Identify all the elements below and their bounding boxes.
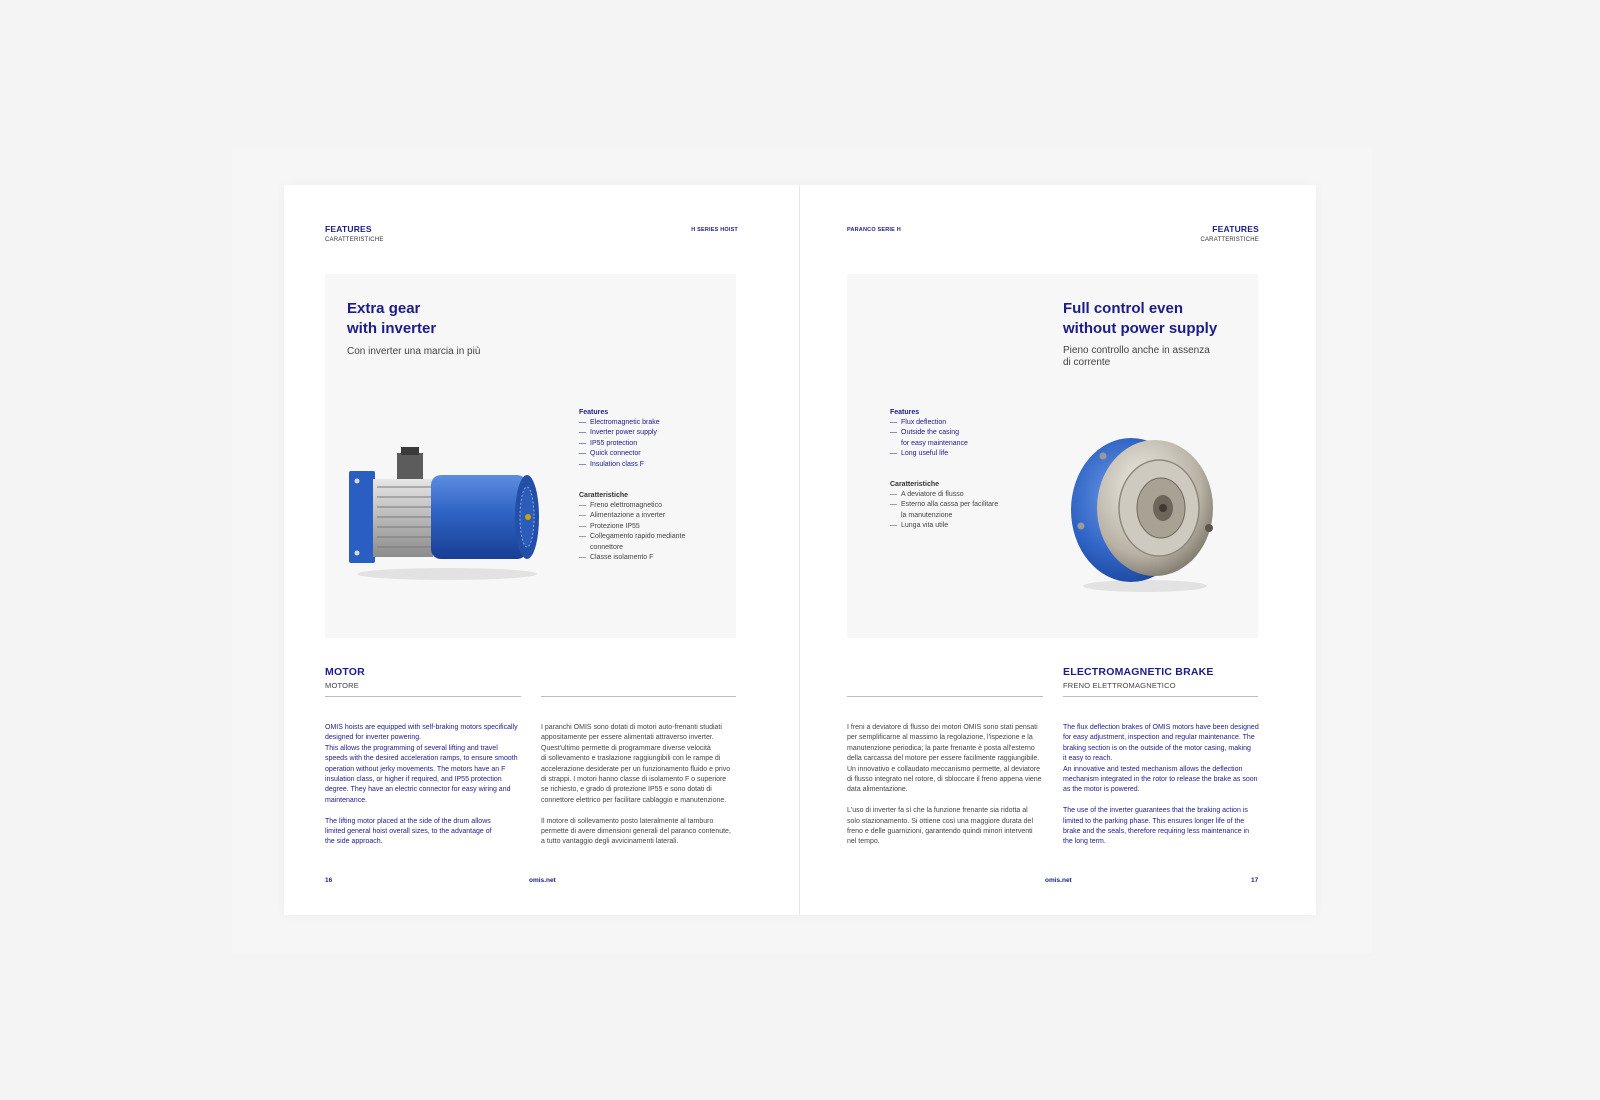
section-title: ELECTROMAGNETIC BRAKE bbox=[1063, 666, 1214, 678]
panel-title: Extra gear with inverter bbox=[347, 300, 437, 337]
page-number: 17 bbox=[1251, 877, 1259, 884]
panel-subtitle: Pieno controllo anche in assenza di corrente bbox=[1063, 345, 1210, 368]
body-paragraph: The flux deflection brakes of OMIS motors have been designed for easy adjustment, inspection and regular maintenance. The braking section is on the outside of the motor casing, making it easy to reach. An innovative and tested mechanism allows the deflection mechanism integrated in the rotor to release the brake as soon as the motor is powered. bbox=[1063, 724, 1259, 794]
divider bbox=[541, 696, 736, 697]
feature-item: — Quick connector bbox=[579, 449, 719, 459]
body-paragraph: I freni a deviatore di flusso dei motori OMIS sono stati pensati per semplificarne al massimo la regolazione, l'ispezione e la manutenzione periodica; la parte frenante è posta all'esterno della carcassa del motore per essere facilmente raggiungibile. Un innovativo e collaudato meccanismo permette, al deviatore di flusso integrato nel rotore, di sbloccare il freno appena viene data alimentazione. bbox=[847, 724, 1042, 794]
feature-item: — Lunga vita utile bbox=[890, 521, 1040, 531]
section-title: MOTOR bbox=[325, 666, 365, 678]
features-it bbox=[579, 491, 729, 563]
features-en bbox=[579, 408, 719, 470]
feature-item: — Inverter power supply bbox=[579, 428, 719, 438]
feature-item: — Esterno alla cassa per facilitare la manutenzione bbox=[890, 500, 1040, 521]
header-subtitle: CARATTERISTICHE bbox=[1200, 237, 1259, 243]
body-paragraph: I paranchi OMIS sono dotati di motori auto-frenanti studiati appositamente per essere alimentati attraverso inverter. Quest'ultimo permette di programmare diverse velocità di sollevamento e traslazione raggiungibili con le rampe di accelerazione desiderate per un funzionamento fluido e privo di strappi. I motori hanno classe di isolamento F o superiore se richiesto, e grado di protezione IP55 e sono dotati di connettore elettrico per facilitare cablaggio e manutenzione. bbox=[541, 724, 731, 804]
header-subtitle: CARATTERISTICHE bbox=[325, 237, 384, 243]
feature-item: — IP55 protection bbox=[579, 439, 719, 449]
body-paragraph: The use of the inverter guarantees that the braking action is limited to the parking phase. This ensures longer life of the brake and the seals, therefore requiring less maintenance in the long term. bbox=[1063, 807, 1249, 846]
divider bbox=[1063, 696, 1258, 697]
features-en bbox=[890, 408, 1030, 460]
features-it-heading: Caratteristiche bbox=[579, 492, 629, 499]
feature-item: — Outside the casing for easy maintenance bbox=[890, 428, 1030, 449]
website-link[interactable]: omis.net bbox=[529, 877, 556, 884]
right-page bbox=[800, 185, 1316, 915]
body-text-en bbox=[325, 723, 521, 858]
section-subtitle: FRENO ELETTROMAGNETICO bbox=[1063, 681, 1176, 690]
divider bbox=[325, 696, 521, 697]
features-it-heading: Caratteristiche bbox=[890, 481, 940, 488]
body-text-it bbox=[541, 723, 737, 858]
brake-image bbox=[1063, 426, 1223, 596]
website-link[interactable]: omis.net bbox=[1045, 877, 1072, 884]
brochure-spread bbox=[284, 185, 1316, 915]
left-page bbox=[284, 185, 800, 915]
feature-item: — A deviatore di flusso bbox=[890, 490, 1040, 500]
body-paragraph: The lifting motor placed at the side of the drum allows limited general hoist overall sizes, to the advantage of the side approach. bbox=[325, 817, 492, 846]
feature-item: — Long useful life bbox=[890, 449, 1030, 459]
divider bbox=[847, 696, 1043, 697]
features-en-heading: Features bbox=[890, 409, 920, 416]
feature-item: — Freno elettromagnetico bbox=[579, 501, 729, 511]
features-en-heading: Features bbox=[579, 409, 609, 416]
body-text-it bbox=[847, 723, 1043, 858]
section-subtitle: MOTORE bbox=[325, 681, 359, 690]
header-title: FEATURES bbox=[325, 224, 372, 234]
feature-item: — Collegamento rapido mediante connettore bbox=[579, 532, 729, 553]
feature-panel bbox=[325, 274, 736, 638]
page-number: 16 bbox=[325, 877, 333, 884]
feature-item: — Classe isolamento F bbox=[579, 553, 729, 563]
feature-item: — Alimentazione a inverter bbox=[579, 511, 729, 521]
feature-item: — Flux deflection bbox=[890, 418, 1030, 428]
panel-title: Full control even without power supply bbox=[1063, 300, 1218, 337]
panel-subtitle: Con inverter una marcia in più bbox=[347, 346, 481, 357]
feature-item: — Insulation class F bbox=[579, 460, 719, 470]
body-text-en bbox=[1063, 723, 1259, 858]
feature-item: — Protezione IP55 bbox=[579, 522, 729, 532]
body-paragraph: Il motore di sollevamento posto lateralmente al tamburo permette di avere dimensioni generali del paranco contenute, a tutto vantaggio degli avvicinamenti laterali. bbox=[541, 817, 731, 846]
motor-image bbox=[347, 439, 547, 589]
header-title: FEATURES bbox=[1212, 224, 1259, 234]
body-paragraph: L'uso di inverter fa sì che la funzione frenante sia ridotta al solo stazionamento. Si ottiene così una maggiore durata del freno e delle guarnizioni, garantendo quindi minori interventi nel tempo. bbox=[847, 807, 1034, 846]
header-series: H SERIES HOIST bbox=[691, 227, 738, 233]
features-it bbox=[890, 480, 1040, 532]
body-paragraph: OMIS hoists are equipped with self-braking motors specifically designed for inverter powering. This allows the programming of several lifting and travel speeds with the desired acceleration ramps, to ensure smooth operation without jerky movements. The motors have an F insulation class, or higher if required, and IP55 protection degree. They have an electric connector for easy wiring and maintenance. bbox=[325, 724, 518, 804]
header-series: PARANCO SERIE H bbox=[847, 227, 901, 233]
feature-item: — Electromagnetic brake bbox=[579, 418, 719, 428]
feature-panel bbox=[847, 274, 1258, 638]
